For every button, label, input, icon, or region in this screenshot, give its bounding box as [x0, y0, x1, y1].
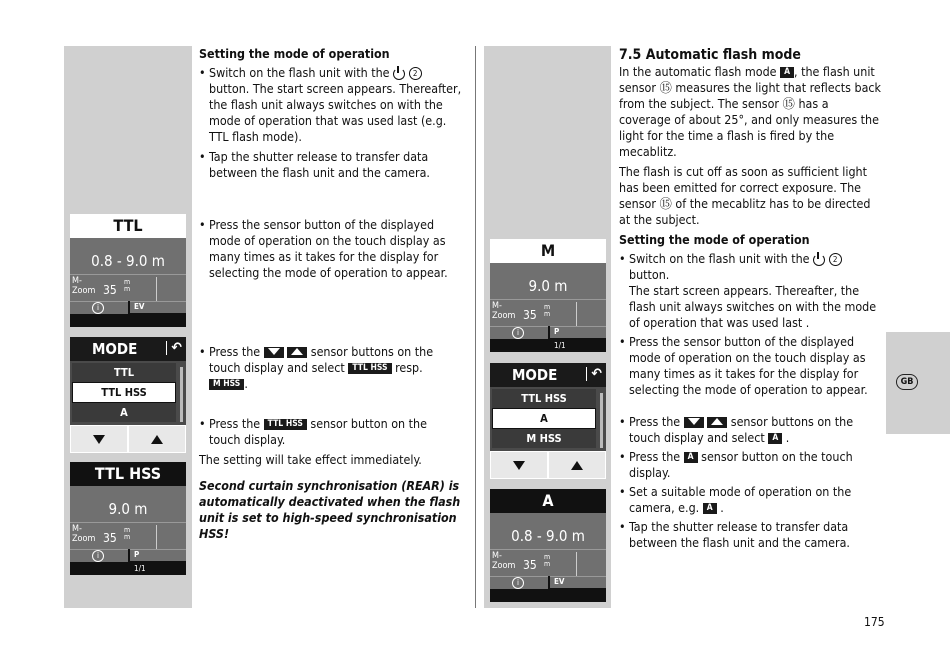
display-title: M — [490, 239, 606, 263]
auto-mode-badge: A — [684, 452, 698, 463]
up-button[interactable] — [549, 452, 605, 478]
circled-number-icon: 2 — [409, 67, 422, 80]
page-number: 175 — [864, 615, 885, 629]
ttl-hss-badge: TTL HSS — [264, 419, 307, 430]
menu-item-ttl-hss[interactable]: TTL HSS — [72, 382, 176, 403]
right-step: • Tap the shutter release to transfer data between the flash unit and the camera. — [619, 519, 883, 551]
display-m — [490, 239, 606, 352]
zoom-value: 35 — [103, 283, 117, 297]
left-step: • Press the TTL HSS sensor button on the touch display. — [199, 416, 461, 448]
bottom-row — [70, 549, 186, 575]
info-icon: i — [92, 550, 104, 562]
left-step: • Switch on the flash unit with the 2 button. The start screen appears. Thereafter, the flash unit always switches on with the mode of operation that was used last (e.g. TTL flash mode). — [199, 65, 467, 145]
down-arrow-icon — [513, 461, 525, 470]
left-step: • Tap the shutter release to transfer data between the flash unit and the camera. — [199, 149, 467, 181]
zoom-row — [490, 299, 606, 326]
bottom-row — [70, 301, 186, 327]
right-step: • Set a suitable mode of operation on the camera, e.g. A . — [619, 484, 883, 516]
up-arrow-icon — [571, 461, 583, 470]
back-icon[interactable]: ↶ — [586, 367, 602, 381]
right-subheading: Setting the mode of operation — [619, 232, 810, 247]
right-step: • Switch on the flash unit with the 2 button. The start screen appears. Thereafter, the flash unit always switches on with the mode of operation that was used last . — [619, 251, 883, 331]
info-button[interactable] — [490, 326, 548, 339]
down-button[interactable] — [71, 426, 127, 452]
power-ratio: 1/1 — [134, 564, 146, 573]
down-button-icon — [684, 417, 704, 428]
power-icon — [393, 68, 405, 80]
power-icon — [813, 254, 825, 266]
menu-title: MODE ↶ — [70, 337, 186, 361]
zoom-label: M- Zoom — [492, 301, 516, 321]
display-title: TTL — [70, 214, 186, 238]
info-icon: i — [512, 577, 524, 589]
left-text-step3 — [199, 217, 461, 281]
mode-menu-2 — [490, 363, 606, 477]
left-text-step5 — [199, 416, 461, 546]
power-ratio: 1/1 — [554, 341, 566, 350]
left-text-step4 — [199, 344, 461, 392]
right-paragraph-2: The flash is cut off as soon as sufficient light has been emitted for correct exposure. The sensor ⑮ of the mecablitz has to be directed at the subject. — [619, 164, 871, 227]
zoom-row — [70, 522, 186, 549]
left-text-column — [199, 46, 467, 181]
menu-item-m-hss[interactable]: M HSS — [492, 429, 596, 448]
down-button-icon — [264, 347, 284, 358]
zoom-label: M- Zoom — [72, 524, 96, 544]
m-hss-badge: M HSS — [209, 379, 244, 390]
power-level-button[interactable]: P — [550, 326, 606, 338]
right-paragraph-1: In the automatic flash mode A , the flash unit sensor ⑮ measures the light that reflects back from the subject. The sensor ⑮ has a coverage of about 25°, and only measures the light for the time a flash is fired by the mecablitz. — [619, 64, 881, 159]
circled-number-icon: 2 — [829, 253, 842, 266]
menu-item-ttl-hss[interactable]: TTL HSS — [492, 389, 596, 408]
zoom-value: 35 — [523, 558, 537, 572]
right-text-column — [619, 46, 883, 551]
display-range: 0.8 - 9.0 m — [70, 238, 186, 274]
info-button[interactable] — [70, 549, 128, 562]
ttl-hss-badge: TTL HSS — [348, 363, 391, 374]
zoom-unit: m m — [544, 303, 551, 318]
power-level-button[interactable]: P — [130, 549, 186, 561]
up-arrow-icon — [151, 435, 163, 444]
zoom-unit: m m — [124, 526, 131, 541]
ev-button[interactable]: EV — [550, 576, 606, 588]
scrollbar[interactable] — [180, 367, 183, 422]
zoom-row — [70, 274, 186, 301]
zoom-row — [490, 549, 606, 576]
up-button-icon — [287, 347, 307, 358]
bottom-row — [490, 326, 606, 352]
mode-menu-1 — [70, 337, 186, 451]
arrow-buttons — [490, 451, 606, 479]
display-ttl-hss — [70, 462, 186, 575]
info-button[interactable] — [490, 576, 548, 589]
left-after-text: The setting will take effect immediately. — [199, 452, 422, 467]
auto-mode-badge: A — [703, 503, 717, 514]
zoom-separator — [576, 552, 577, 576]
zoom-value: 35 — [523, 308, 537, 322]
info-icon: i — [92, 302, 104, 314]
zoom-value: 35 — [103, 531, 117, 545]
display-range: 0.8 - 9.0 m — [490, 513, 606, 549]
scrollbar[interactable] — [600, 393, 603, 448]
up-button-icon — [707, 417, 727, 428]
left-note: Second curtain synchronisation (REAR) is automatically deactivated when the flash unit is set to high-speed synchronisation HSS! — [199, 478, 461, 541]
menu-item-a[interactable]: A — [492, 408, 596, 429]
right-step: • Press the sensor button of the displayed mode of operation on the touch display as many times as it takes for the display for selecting the mode of operation to appear. — [619, 334, 883, 398]
left-step: • Press the sensor buttons on the touch display and select TTL HSS resp. M HSS . — [199, 344, 461, 392]
auto-mode-badge: A — [768, 433, 782, 444]
info-icon: i — [512, 327, 524, 339]
right-step: • Press the sensor buttons on the touch display and select A . — [619, 414, 883, 446]
display-range: 9.0 m — [70, 486, 186, 522]
zoom-label: M- Zoom — [492, 551, 516, 571]
display-title: TTL HSS — [70, 462, 186, 486]
down-button[interactable] — [491, 452, 547, 478]
left-steps-1 — [199, 65, 467, 181]
left-heading: Setting the mode of operation — [199, 46, 390, 61]
menu-item-a[interactable]: A — [72, 403, 176, 422]
up-button[interactable] — [129, 426, 185, 452]
display-ttl — [70, 214, 186, 327]
arrow-buttons — [70, 425, 186, 453]
info-button[interactable] — [70, 301, 128, 314]
auto-mode-badge: A — [780, 67, 794, 78]
display-range: 9.0 m — [490, 263, 606, 299]
down-arrow-icon — [93, 435, 105, 444]
right-steps — [619, 251, 883, 551]
left-step: • Press the sensor button of the displayed mode of operation on the touch display as many times as it takes for the display for selecting the mode of operation to appear. — [199, 217, 461, 281]
language-badge: GB — [896, 374, 918, 390]
right-step: • Press the A sensor button on the touch display. — [619, 449, 883, 481]
display-title: A — [490, 489, 606, 513]
back-icon[interactable]: ↶ — [166, 341, 182, 355]
bottom-row — [490, 576, 606, 602]
ev-button[interactable]: EV — [130, 301, 186, 313]
menu-item-ttl[interactable]: TTL — [72, 363, 176, 382]
menu-title: MODE ↶ — [490, 363, 606, 387]
zoom-separator — [156, 525, 157, 549]
zoom-separator — [576, 302, 577, 326]
zoom-separator — [156, 277, 157, 301]
zoom-unit: m m — [124, 278, 131, 293]
display-a — [490, 489, 606, 602]
right-heading: 7.5 Automatic flash mode — [619, 47, 801, 63]
column-divider — [475, 46, 476, 608]
zoom-label: M- Zoom — [72, 276, 96, 296]
zoom-unit: m m — [544, 553, 551, 568]
